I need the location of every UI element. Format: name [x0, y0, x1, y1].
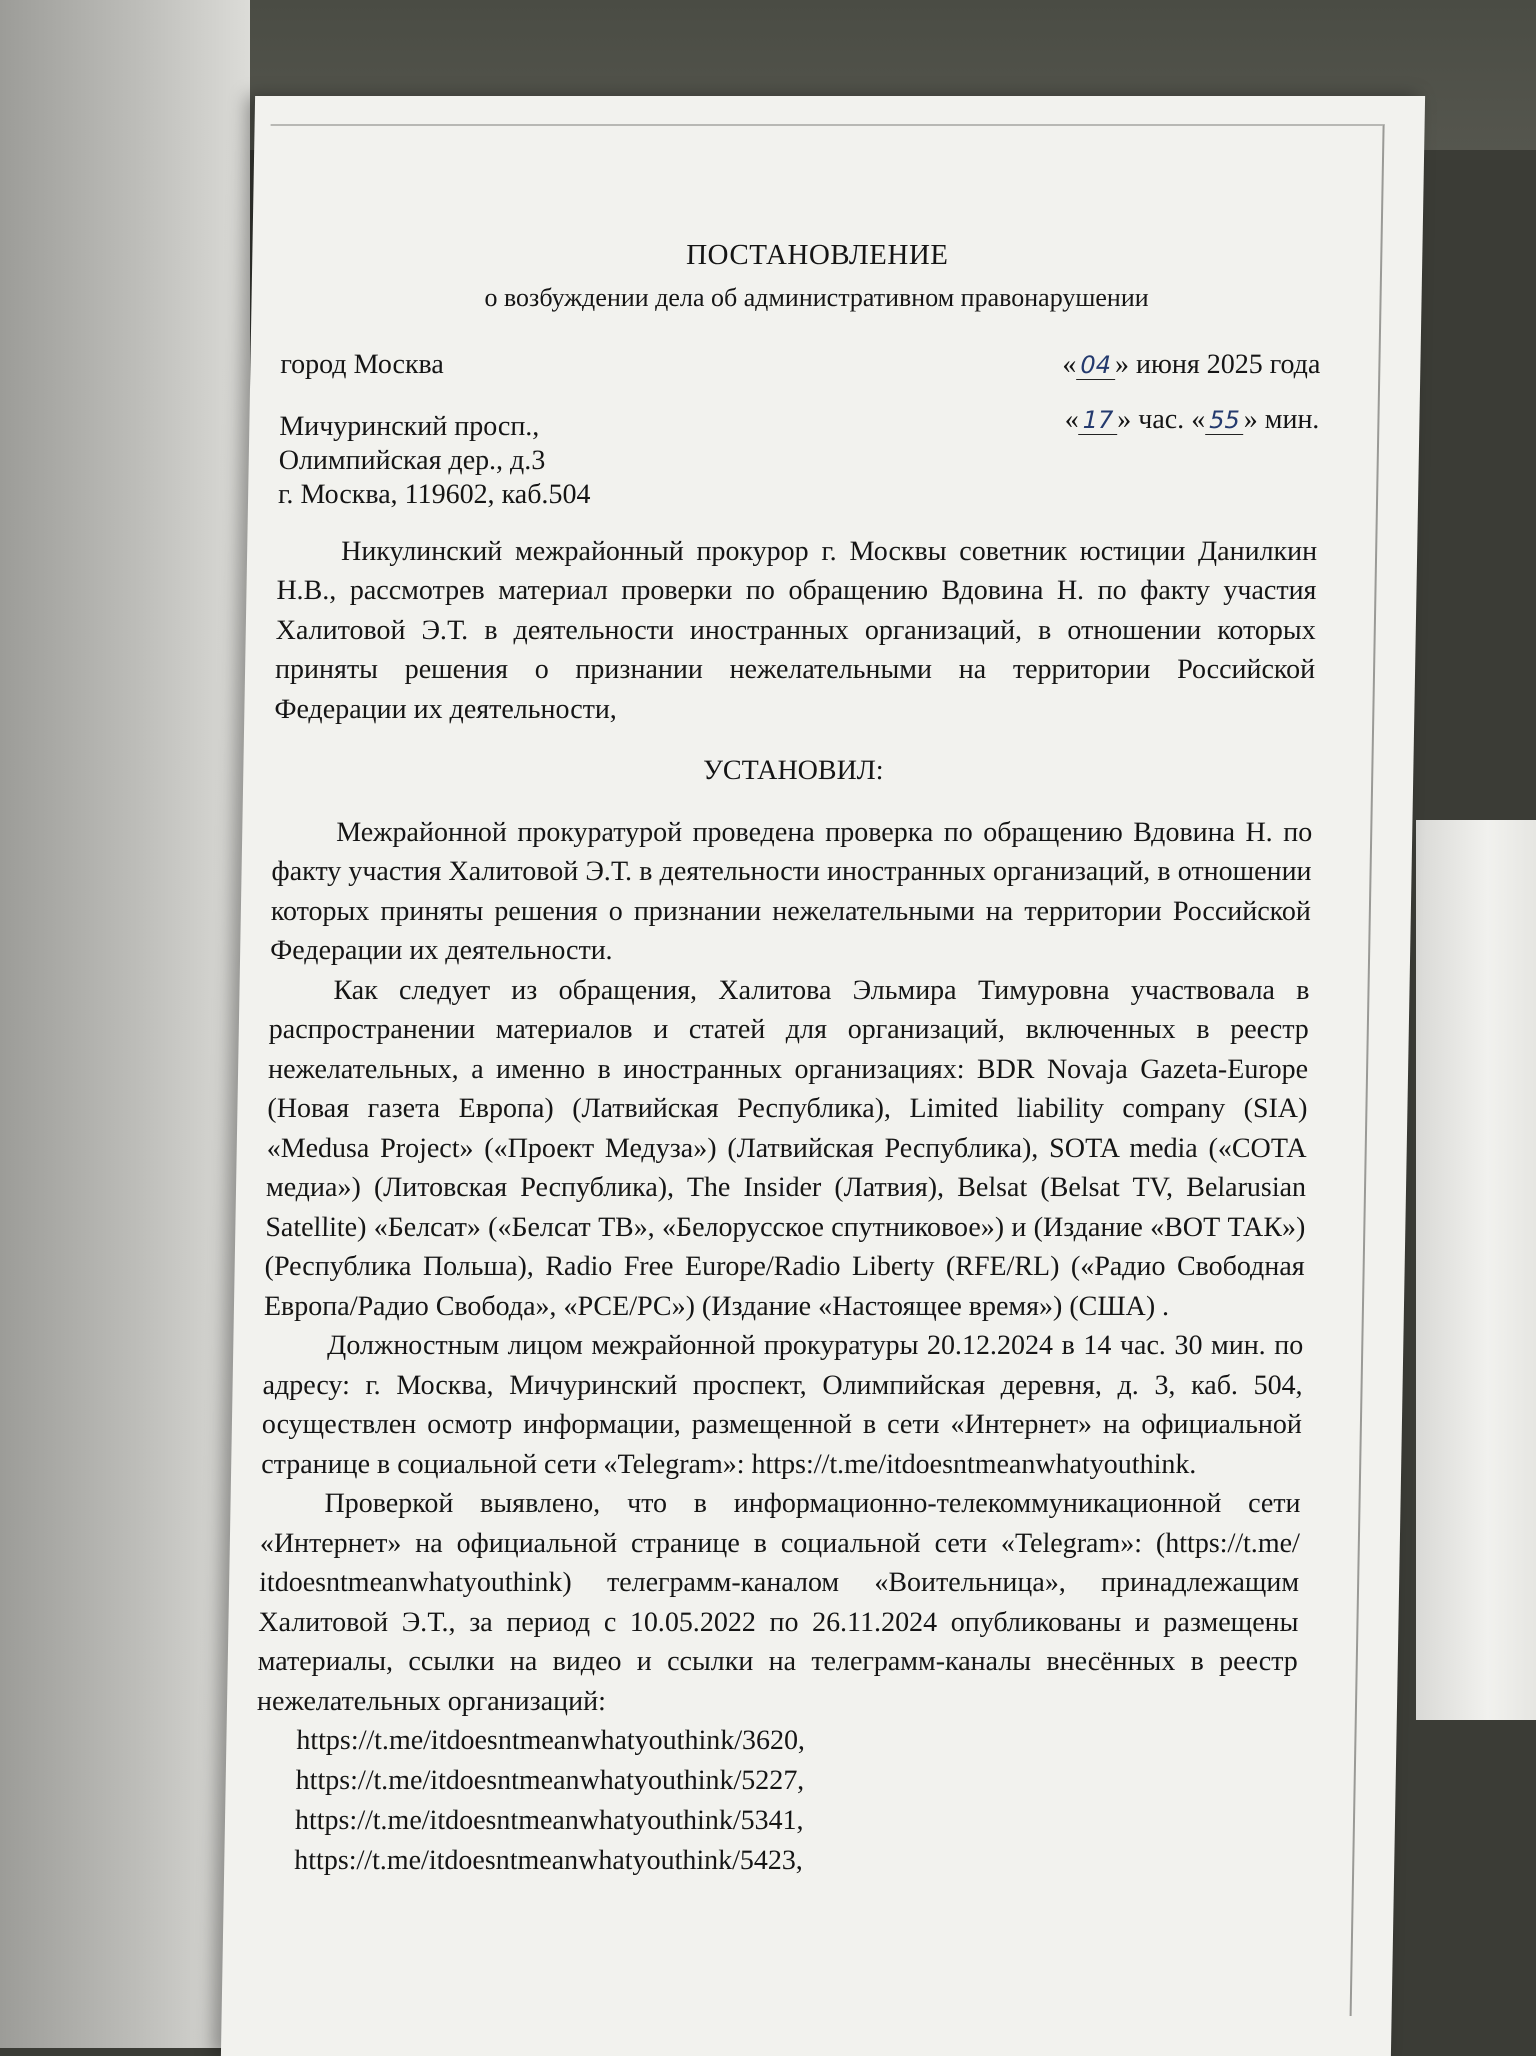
quote: « — [1064, 403, 1080, 435]
handwritten-minute: 55 — [1205, 406, 1244, 435]
address-line: г. Москва, 119602, каб.504 — [277, 478, 591, 510]
time — [1063, 400, 1320, 512]
time-minute-suffix: » мин. — [1243, 403, 1320, 435]
address-line: Олимпийская дер., д.3 — [278, 444, 546, 476]
quote: « — [1062, 349, 1077, 380]
list-item: https://t.me/itdoesntmeanwhatyouthink/5423, — [294, 1845, 804, 1876]
previous-page-edge — [0, 0, 250, 2048]
address-block — [278, 410, 592, 512]
paragraph: Как следует из обращения, Халитова Эльмира Тимуровна участвовала в распространении материалов и статей для организаций, включенных в реестр нежелательных, а именно в иностранных организациях: BDR Novaja Gazeta-Europe (Новая газета Европа) (Латвийская Республика), Limited liability company (SIA) «Medusa Project» («Проект Медуза») (Латвийская Республика), SOTA media («СОТА медиа») (Литовская Республика), The Insider (Латвия), Belsat (Belsat TV, Belarusian Satellite) «Белсат» («Белсат ТВ», «Белорусское спутниковое») и (Издание «ВОТ ТАК») (Республика Польша), Radio Free Europe/Radio Liberty (RFE/RL) («Радио Свободная Европа/Радио Свобода», «РСЕ/РС») (Издание «Настоящее время») (США) . — [263, 974, 1310, 1322]
handwritten-day: 04 — [1076, 351, 1115, 380]
paragraph: Проверкой выявлено, что в информационно-телекоммуникационной сети «Интернет» на официальной странице в социальной сети «Telegram»: (https://t.me/ itdoesntmeanwhatyouthink) телеграмм-каналом «Воительница», принадлежащим Халитовой Э.Т., за период с 10.05.2022 по 26.11.2024 опубликованы и размещены материалы, ссылки на видео и ссылки на телеграмм-каналы внесённых в реестр нежелательных организаций: — [256, 1488, 1301, 1717]
time-hour-suffix: » час. « — [1117, 403, 1206, 435]
established-heading: УСТАНОВИЛ: — [702, 755, 884, 786]
background-cloth — [1416, 820, 1536, 1720]
link-list — [294, 1721, 1297, 1881]
address-time-row — [278, 400, 1320, 512]
document-subtitle: о возбуждении дела об административном правонарушении — [484, 282, 1149, 312]
document-title: ПОСТАНОВЛЕНИЕ — [685, 239, 949, 271]
place-date-row — [280, 345, 1321, 386]
address-line: Мичуринский просп., — [279, 410, 540, 442]
intro-paragraph: Никулинский межрайонный прокурор г. Москвы советник юстиции Данилкин Н.В., рассмотрев материал проверки по обращению Вдовина Н. по факту участия Халитовой Э.Т. в деятельности иностранных организаций, в отношении которых приняты решения о признании нежелательными на территории Российской Федерации их деятельности, — [274, 535, 1318, 725]
paragraph: Межрайонной прокуратурой проведена проверка по обращению Вдовина Н. по факту участия Халитовой Э.Т. в деятельности иностранных организаций, в отношении которых приняты решения о признании нежелательными на территории Российской Федерации их деятельности. — [269, 816, 1313, 966]
handwritten-hour: 17 — [1078, 406, 1117, 435]
paragraph: Должностным лицом межрайонной прокуратуры 20.12.2024 в 14 час. 30 мин. по адресу: г. Москва, Мичуринский проспект, Олимпийская деревня, д. 3, каб. 504, осуществлен осмотр информации, размещенной в сети «Интернет» на официальной странице в социальной сети «Telegram»: https://t.me/itdoesntmeanwhatyouthink. — [260, 1330, 1304, 1480]
document-body — [254, 236, 1323, 1881]
list-item: https://t.me/itdoesntmeanwhatyouthink/5227, — [295, 1765, 805, 1796]
list-item: https://t.me/itdoesntmeanwhatyouthink/3620, — [296, 1725, 806, 1756]
date — [1062, 345, 1321, 386]
city: город Москва — [280, 349, 445, 380]
list-item: https://t.me/itdoesntmeanwhatyouthink/5341, — [294, 1805, 804, 1836]
date-rest: » июня 2025 года — [1114, 349, 1321, 380]
document-page — [221, 96, 1425, 2056]
